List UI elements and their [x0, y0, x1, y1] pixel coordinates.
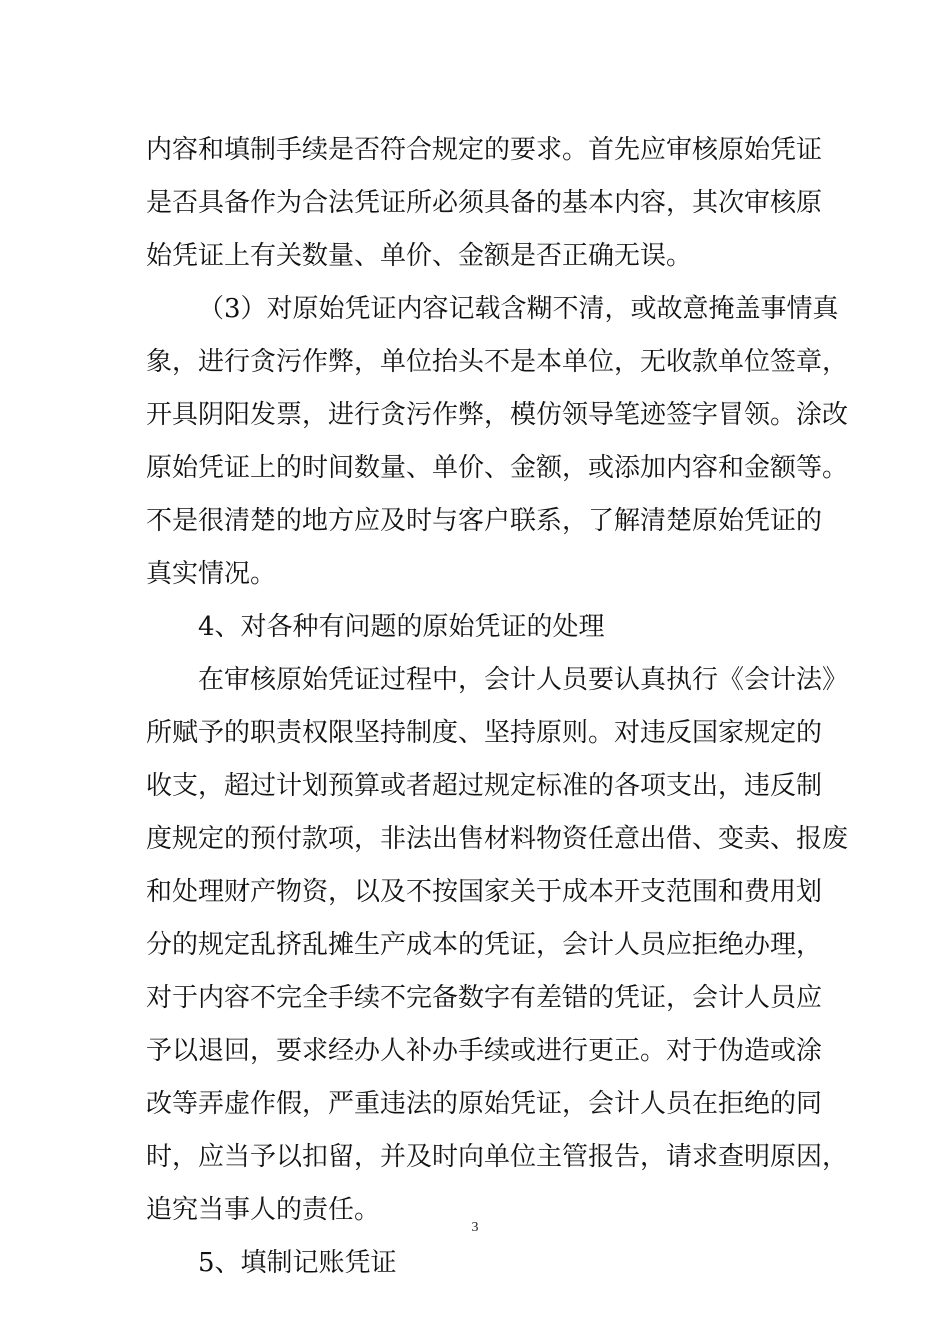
paragraph-line: 象，进行贪污作弊，单位抬头不是本单位，无收款单位签章，: [146, 347, 849, 377]
paragraph-line: 不是很清楚的地方应及时与客户联系，了解清楚原始凭证的: [146, 506, 823, 536]
paragraph-line: 始凭证上有关数量、单价、金额是否正确无误。: [146, 241, 693, 271]
document-body: [146, 124, 849, 1290]
paragraph-line: 原始凭证上的时间数量、单价、金额，或添加内容和金额等。: [146, 453, 849, 483]
paragraph-line: 在审核原始凭证过程中，会计人员要认真执行《会计法》: [198, 665, 849, 695]
paragraph-line: 对于内容不完全手续不完备数字有差错的凭证，会计人员应: [146, 983, 823, 1013]
page-number: 3: [471, 1220, 479, 1235]
paragraph-line: 时，应当予以扣留，并及时向单位主管报告，请求查明原因，: [146, 1142, 849, 1172]
paragraph-line: 开具阴阳发票，进行贪污作弊，模仿领导笔迹签字冒领。涂改: [146, 400, 849, 430]
paragraph-line: 追究当事人的责任。: [146, 1195, 381, 1225]
paragraph-line: 是否具备作为合法凭证所必须具备的基本内容，其次审核原: [146, 188, 823, 218]
paragraph-line: 度规定的预付款项，非法出售材料物资任意出借、变卖、报废: [146, 824, 849, 854]
paragraph-line: 所赋予的职责权限坚持制度、坚持原则。对违反国家规定的: [146, 718, 823, 748]
paragraph-line: （3）对原始凭证内容记载含糊不清，或故意掩盖事情真: [198, 294, 839, 324]
paragraph-line: 予以退回，要求经办人补办手续或进行更正。对于伪造或涂: [146, 1036, 823, 1066]
paragraph-line: 和处理财产物资，以及不按国家关于成本开支范围和费用划: [146, 877, 823, 907]
paragraph-line: 改等弄虚作假，严重违法的原始凭证，会计人员在拒绝的同: [146, 1089, 823, 1119]
paragraph-line: 分的规定乱挤乱摊生产成本的凭证，会计人员应拒绝办理，: [146, 930, 823, 960]
section-heading: 4、对各种有问题的原始凭证的处理: [198, 612, 605, 642]
section-heading: 5、填制记账凭证: [198, 1248, 397, 1278]
paragraph-line: 内容和填制手续是否符合规定的要求。首先应审核原始凭证: [146, 135, 823, 165]
paragraph-line: 收支，超过计划预算或者超过规定标准的各项支出，违反制: [146, 771, 823, 801]
paragraph-line: 真实情况。: [146, 559, 277, 589]
